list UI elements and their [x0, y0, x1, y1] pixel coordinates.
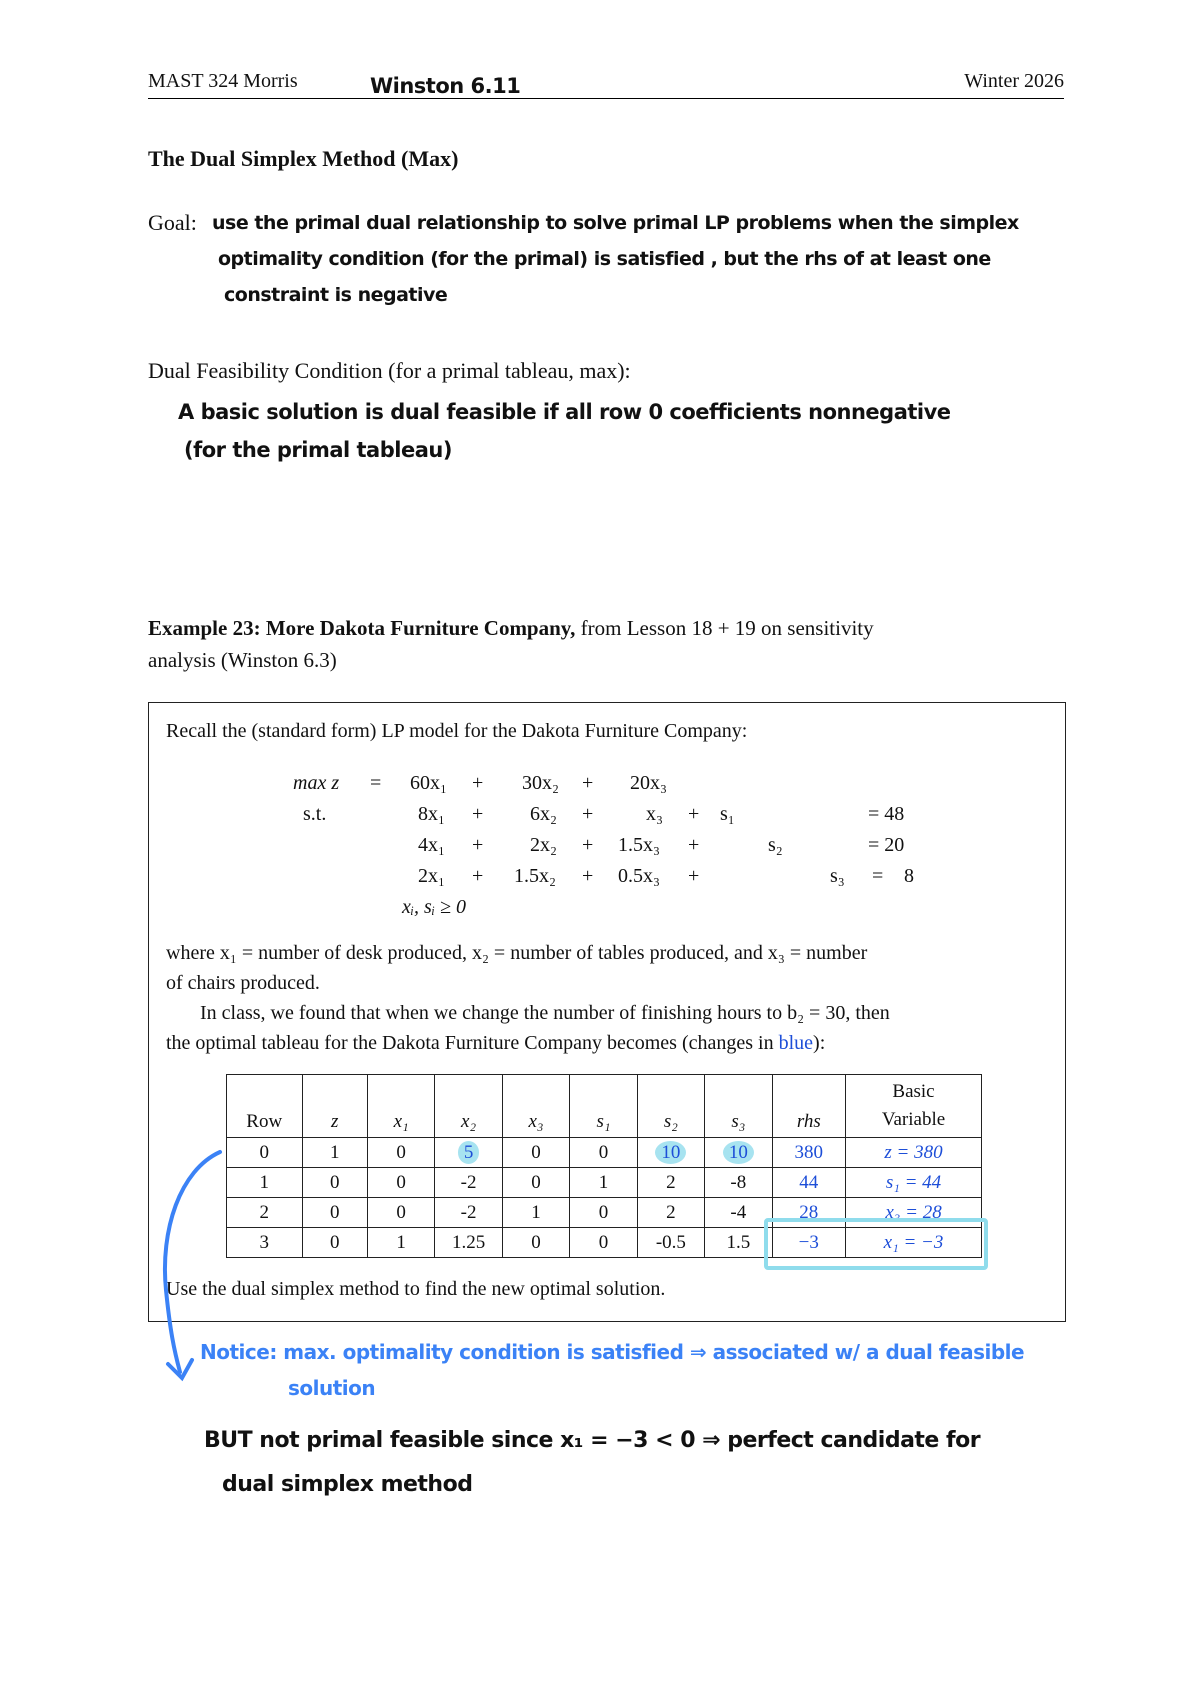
- dual-feasibility-label: Dual Feasibility Condition (for a primal tableau, max):: [148, 358, 631, 383]
- cell: 0: [367, 1168, 434, 1198]
- cell: 0: [302, 1198, 367, 1228]
- goal-label: Goal:: [148, 210, 197, 235]
- header-rule: [148, 98, 1064, 99]
- cell: 0: [570, 1198, 637, 1228]
- cell: 1.25: [435, 1228, 502, 1258]
- negative-rhs-highlight-box: [764, 1218, 988, 1270]
- cell-basic: x₁ = −3: [846, 1228, 982, 1258]
- cell-basic: z = 380: [846, 1138, 982, 1168]
- basic-header-line2: Variable: [881, 1109, 946, 1130]
- example-source: from Lesson 18 + 19 on sensitivity: [580, 616, 874, 640]
- model-op: +: [472, 834, 484, 856]
- model-term: x₃: [646, 803, 663, 825]
- model-term: s₃: [830, 865, 845, 887]
- table-row: [227, 1138, 982, 1168]
- model-op: +: [688, 834, 700, 856]
- cell: 1.5: [705, 1228, 772, 1258]
- dual-feasibility-note-line2: (for the primal tableau): [184, 438, 452, 462]
- model-term: 30x₂: [522, 772, 559, 794]
- cell: 0: [302, 1228, 367, 1258]
- model-op: +: [582, 772, 594, 794]
- highlight-mark: 10: [723, 1141, 754, 1164]
- model-max: max z: [293, 772, 340, 794]
- model-term: 4x₁: [418, 834, 445, 856]
- box-intro: Recall the (standard form) LP model for the Dakota Furniture Company:: [166, 720, 748, 742]
- example-heading: [148, 616, 1068, 641]
- dual-feasibility-note-line1: A basic solution is dual feasible if all row 0 coefficients nonnegative: [178, 400, 951, 424]
- model-op: +: [582, 834, 594, 856]
- cell-highlighted: [435, 1138, 502, 1168]
- basic-header-line1: Basic: [892, 1081, 935, 1102]
- col-header: x₁: [367, 1075, 434, 1138]
- cell: -2: [435, 1198, 502, 1228]
- cell-rhs: 28: [772, 1198, 845, 1228]
- model-term: 8x₁: [418, 803, 445, 825]
- cell: 0: [367, 1138, 434, 1168]
- cell: 1: [302, 1138, 367, 1168]
- model-term: 6x₂: [530, 803, 557, 825]
- model-term: 2x₁: [418, 865, 445, 887]
- cell-highlighted: [637, 1138, 704, 1168]
- where-line2: of chairs produced.: [166, 972, 320, 994]
- cell: 3: [227, 1228, 303, 1258]
- cell: 2: [637, 1198, 704, 1228]
- model-eq: =: [370, 772, 382, 794]
- col-header: Row: [227, 1075, 303, 1138]
- cell: 1: [502, 1198, 569, 1228]
- model-rhs: 8: [904, 865, 914, 887]
- cell: 0: [502, 1228, 569, 1258]
- class-line2-text: the optimal tableau for the Dakota Furniture Company becomes (changes in: [166, 1032, 779, 1054]
- model-rhs: = 20: [868, 834, 905, 856]
- page-title: The Dual Simplex Method (Max): [148, 146, 459, 171]
- model-term: s₁: [720, 803, 735, 825]
- model-term: 1.5x₂: [514, 865, 556, 887]
- model-op: +: [688, 803, 700, 825]
- model-term: 60x₁: [410, 772, 447, 794]
- highlight-mark: 10: [655, 1141, 686, 1164]
- model-term: 0.5x₃: [618, 865, 660, 887]
- model-term: 1.5x₃: [618, 834, 660, 856]
- model-nonneg: xᵢ, sᵢ ≥ 0: [402, 896, 466, 918]
- but-note-line1: BUT not primal feasible since x₁ = −3 < 0 ⇒ perfect candidate for: [204, 1428, 981, 1453]
- cell-rhs: 380: [772, 1138, 845, 1168]
- cell: 0: [367, 1198, 434, 1228]
- cell-rhs: 44: [772, 1168, 845, 1198]
- model-op: +: [688, 865, 700, 887]
- class-line1: In class, we found that when we change the number of finishing hours to b₂ = 30, then: [200, 1002, 890, 1024]
- class-line2-end: ):: [813, 1032, 826, 1054]
- notice-note-line1: Notice: max. optimality condition is satisfied ⇒ associated w/ a dual feasible: [200, 1340, 1025, 1364]
- goal-note-line2: optimality condition (for the primal) is satisfied , but the rhs of at least one: [218, 248, 991, 270]
- cell: 0: [227, 1138, 303, 1168]
- header-term: Winter 2026: [964, 70, 1064, 92]
- model-st: s.t.: [303, 803, 327, 825]
- cell-basic: x₃ = 28: [846, 1198, 982, 1228]
- cell: 2: [227, 1198, 303, 1228]
- cell: 2: [637, 1168, 704, 1198]
- model-eq: =: [872, 865, 884, 887]
- where-line1: where x₁ = number of desk produced, x₂ = number of tables produced, and x₃ = number: [166, 942, 868, 964]
- tableau-header-row: [227, 1075, 982, 1138]
- header-course: MAST 324 Morris: [148, 70, 298, 92]
- col-header: s₃: [705, 1075, 772, 1138]
- cell: 0: [570, 1138, 637, 1168]
- notice-note-line2: solution: [288, 1376, 376, 1400]
- cell: 0: [502, 1168, 569, 1198]
- goal-note-line1: use the primal dual relationship to solve primal LP problems when the simplex: [212, 212, 1019, 234]
- col-header: x₂: [435, 1075, 502, 1138]
- cell: 1: [227, 1168, 303, 1198]
- cell: 1: [570, 1168, 637, 1198]
- example-source-line2: analysis (Winston 6.3): [148, 648, 337, 672]
- class-line2: [166, 1028, 825, 1058]
- col-header: z: [302, 1075, 367, 1138]
- col-header: s₁: [570, 1075, 637, 1138]
- col-header: rhs: [772, 1075, 845, 1138]
- cell: 0: [302, 1168, 367, 1198]
- highlight-mark: 5: [458, 1141, 480, 1164]
- col-header: x₃: [502, 1075, 569, 1138]
- model-op: +: [472, 772, 484, 794]
- box-closing: Use the dual simplex method to find the new optimal solution.: [166, 1278, 666, 1300]
- model-op: +: [582, 865, 594, 887]
- cell-highlighted: [705, 1138, 772, 1168]
- model-op: +: [472, 865, 484, 887]
- cell: -2: [435, 1168, 502, 1198]
- model-term: 2x₂: [530, 834, 557, 856]
- cell: -0.5: [637, 1228, 704, 1258]
- cell: 1: [367, 1228, 434, 1258]
- model-term: 20x₃: [630, 772, 667, 794]
- col-header: s₂: [637, 1075, 704, 1138]
- cell: 0: [570, 1228, 637, 1258]
- model-rhs: = 48: [868, 803, 905, 825]
- basic-variable-header: [846, 1075, 982, 1138]
- cell: 0: [502, 1138, 569, 1168]
- cell-basic: s₁ = 44: [846, 1168, 982, 1198]
- table-row: [227, 1168, 982, 1198]
- model-op: +: [582, 803, 594, 825]
- example-title: Example 23: More Dakota Furniture Company,: [148, 616, 576, 640]
- header-handwritten-note: Winston 6.11: [370, 74, 521, 98]
- goal-note-line3: constraint is negative: [224, 284, 448, 306]
- class-line2-blue-word: blue: [778, 1032, 814, 1054]
- model-term: s₂: [768, 834, 783, 856]
- cell-rhs: −3: [772, 1228, 845, 1258]
- cell: -4: [705, 1198, 772, 1228]
- but-note-line2: dual simplex method: [222, 1472, 473, 1497]
- model-op: +: [472, 803, 484, 825]
- cell: -8: [705, 1168, 772, 1198]
